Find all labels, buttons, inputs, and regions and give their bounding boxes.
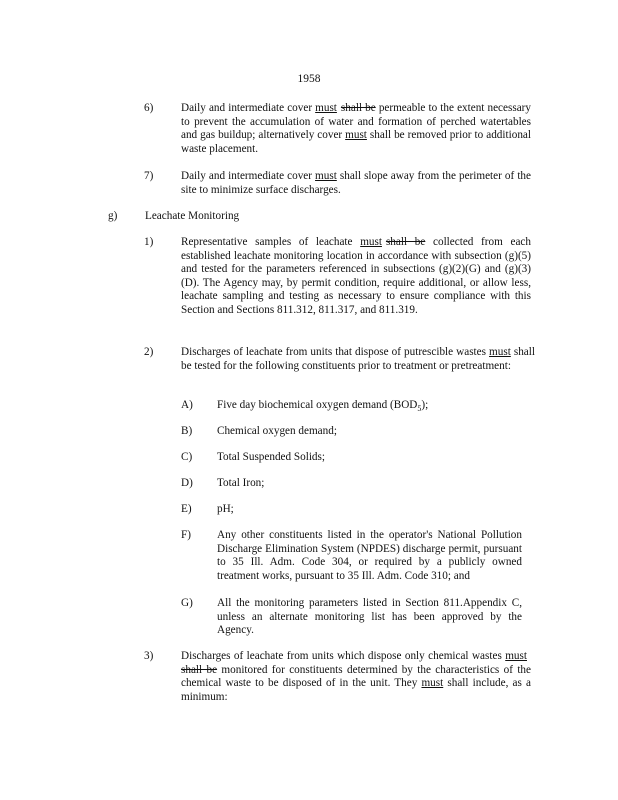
sub-item-B: [181, 425, 511, 441]
list-item-6: [144, 102, 534, 162]
list-item-g2: [144, 346, 534, 391]
inserted-text: must: [489, 346, 511, 358]
sub-item-text: Total Iron;: [217, 477, 265, 489]
item-number: 1): [144, 236, 154, 248]
inserted-text: must: [315, 102, 337, 114]
sub-item-text: Chemical oxygen demand;: [217, 425, 337, 437]
sub-item-text: Total Suspended Solids;: [217, 451, 325, 463]
item-text: Representative samples of leachate must shall be collected from each established leachate monitoring location in accordance with subsection (g)(5) and tested for the parameters referenced in subsections (g)(2)(G) and (g)(3)(D). The Agency may, by permit condition, require additional, or allow less, leachate sampling and testing as necessary to ensure compliance with this Section and Sections 811.312, 811.317, and 811.319.: [181, 236, 531, 316]
section-g: [108, 210, 308, 226]
list-item-g1: [144, 236, 534, 336]
sub-item-A: [181, 399, 511, 415]
item-number: 2): [144, 346, 154, 358]
deleted-text: shall be: [181, 663, 218, 676]
list-item-g3: [144, 650, 534, 710]
inserted-text: must: [315, 170, 337, 182]
sub-item-text: All the monitoring parameters listed in Section 811.Appendix C, unless an alternate monitoring list has been approved by the Agency.: [217, 597, 522, 637]
item-text: Discharges of leachate from units which dispose only chemical wastes mustshall be monitored for constituents determined by the characteristics of the chemical waste to be disposed of in the unit. They must shall include, as a minimum:: [181, 650, 531, 703]
sub-item-G: [181, 597, 526, 642]
item-number: 6): [144, 102, 154, 114]
sub-item-letter: G): [181, 597, 193, 609]
sub-item-letter: E): [181, 503, 192, 515]
sub-item-text: pH;: [217, 503, 234, 515]
sub-item-D: [181, 477, 511, 493]
list-item-7: [144, 170, 534, 200]
sub-item-text: Any other constituents listed in the operator's National Pollution Discharge Elimination System (NPDES) discharge permit, pursuant to 35 Ill. Adm. Code 304, or required by a publicly owned treatment works, pursuant to 35 Ill. Adm. Code 310; and: [217, 529, 522, 582]
item-text: Daily and intermediate cover must shall slope away from the perimeter of the site to minimize surface discharges.: [181, 170, 531, 196]
item-text: Discharges of leachate from units that dispose of putrescible wastes must shall be tested for the following constituents prior to treatment or pretreatment:: [181, 346, 535, 372]
section-heading: Leachate Monitoring: [145, 210, 240, 222]
sub-item-letter: A): [181, 399, 193, 411]
item-number: 7): [144, 170, 154, 182]
sub-item-letter: F): [181, 529, 191, 541]
sub-item-C: [181, 451, 511, 467]
item-text: Daily and intermediate cover must shall be permeable to the extent necessary to prevent the accumulation of water and formation of perched watertables and gas buildup; alternatively cover must shall be removed prior to additional waste placement.: [181, 102, 531, 155]
inserted-text: must: [345, 129, 367, 142]
sub-item-E: [181, 503, 511, 519]
inserted-text: must: [505, 650, 527, 662]
deleted-text: shall be: [340, 102, 376, 114]
page-number: 1958: [297, 73, 321, 85]
item-number: 3): [144, 650, 154, 662]
sub-item-F: [181, 529, 526, 589]
sub-item-letter: C): [181, 451, 193, 463]
inserted-text: must: [360, 236, 382, 248]
sub-item-text: Five day biochemical oxygen demand $(BOD_5)$;: [217, 399, 429, 414]
sub-item-letter: B): [181, 425, 193, 437]
inserted-text: must: [421, 677, 444, 690]
sub-item-letter: D): [181, 477, 193, 489]
section-letter: g): [108, 210, 118, 222]
deleted-text: shall be: [385, 236, 426, 248]
